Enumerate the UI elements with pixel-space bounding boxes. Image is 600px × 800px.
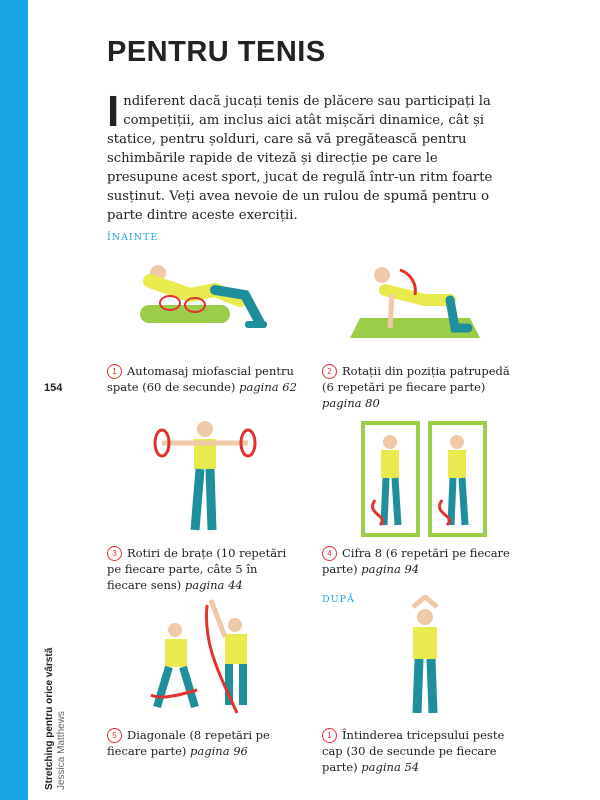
legs	[384, 478, 398, 525]
page-title: PENTRU TENIS	[107, 36, 326, 68]
torso	[448, 450, 466, 478]
legs	[451, 478, 465, 525]
torso	[225, 634, 247, 664]
torso	[381, 450, 399, 478]
legs	[157, 667, 195, 707]
drop-cap: I	[107, 87, 120, 136]
author-name: Jessica Matthews	[56, 711, 67, 790]
figure-eight-arrow-icon	[373, 500, 383, 525]
torso	[165, 639, 187, 667]
arms-overhead	[413, 597, 437, 607]
spine-text	[44, 648, 68, 790]
section-before-label: ÎNAINTE	[107, 232, 159, 243]
book-title: Stretching pentru orice vârstă	[44, 647, 55, 790]
exercise-caption-1: 1 Automasaj miofascial pentru spate (60 de secunde) pagina 62	[107, 364, 297, 394]
legs	[417, 659, 433, 713]
head	[168, 623, 182, 637]
head	[374, 267, 390, 283]
legs	[195, 469, 212, 530]
head	[417, 609, 433, 625]
head	[197, 421, 213, 437]
head	[383, 435, 397, 449]
figure-eight-arrow-icon	[440, 500, 450, 525]
page-number: 154	[44, 382, 63, 394]
diagonals-illustration	[145, 595, 265, 720]
exercise-caption-5: 5 Diagonale (8 repetări pe fiecare parte) pagina 96	[107, 728, 270, 758]
arm	[390, 294, 392, 328]
foam-roller-illustration	[120, 255, 280, 340]
head	[228, 618, 242, 632]
arm-circles-illustration	[150, 415, 260, 545]
intro-paragraph	[107, 87, 512, 225]
head	[450, 435, 464, 449]
exercise-caption-2: 2 Rotații din poziția patrupedă (6 repetări pe fiecare parte) pagina 80	[322, 364, 510, 410]
raised-arm	[211, 600, 225, 637]
blue-sidebar	[0, 0, 28, 800]
quadruped-rotation-illustration	[340, 250, 490, 345]
triceps-stretch-illustration	[395, 595, 455, 720]
exercise-caption-4: 4 Cifra 8 (6 repetări pe fiecare parte) pagina 94	[322, 546, 510, 576]
section-after-label: DUPĂ	[322, 594, 355, 605]
torso	[413, 627, 437, 659]
intro-text: ndiferent dacă jucați tenis de plăcere sau participați la competiții, am inclus aici atât mișcări dinamice, cât și statice, pentru șolduri, care să vă pregătească pentru schimbările rapide de viteză și direcție pe care le presupune acest sport, jucat de regulă într-un ritm foarte susținut. Veți avea nevoie de un rulou de spumă pentru o parte dintre aceste exerciții.	[107, 94, 493, 223]
torso	[385, 290, 450, 300]
legs	[450, 300, 468, 328]
shoes	[245, 321, 267, 328]
exercise-caption-3: 3 Rotiri de brațe (10 repetări pe fiecare parte, câte 5 în fiecare sens) pagina 44	[107, 546, 287, 592]
exercise-caption-6: 1 Întinderea tricepsului peste cap (30 de secunde pe fiecare parte) pagina 54	[322, 728, 505, 774]
figure-eight-illustration	[360, 420, 490, 540]
